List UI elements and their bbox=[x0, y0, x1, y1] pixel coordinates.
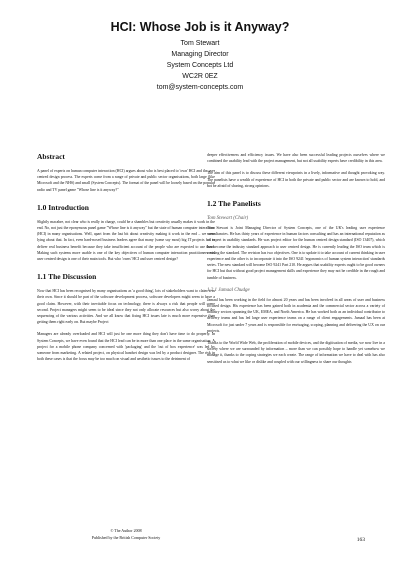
abstract-text: A panel of experts on human computer interaction (HCI) argues about who is best placed to 'own' HCI and the user centred design process. The experts come from a range of private and public sector organisations, both large (like Microsoft and the NHS) and small (System Concepts). The format of the panel will be loosely based on the popular radio and TV panel game "Whose line is it anyway?" bbox=[37, 169, 215, 192]
publisher-line: Published by the British Computer Society bbox=[91, 535, 161, 540]
author-email: tom@system-concepts.com bbox=[156, 84, 244, 91]
panelists-heading: 1.2 The Panelists bbox=[207, 199, 261, 209]
discussion-paragraph-2: Managers are already overloaded and HCI will just be one more thing they don't have time to do properly. In System Concepts, we have even found that the HCI lead can be in more than one place in the same organisation. A project for a mobile phone company concerned with 'packaging' and the 'out of box experience' was led by someone from marketing. A related project, on physical handset design was led by a product designer. The risk in both these cases is that the focus may be too much on visual and aesthetic issues to the detriment of bbox=[37, 332, 215, 362]
author-company: System Concepts Ltd bbox=[166, 62, 234, 69]
tom-stewart-bio: Tom Stewart is Joint Managing Director of System Concepts, one of the UK's leading user experience consultancies. He has thirty years of experience in human factors consulting and has an international reputation as an expert in usability standards. He was project editor for the human centred design standard (ISO 13407), which has become the industry standard approach to user centred design. He is currently leading the ISO team which is revising the standard. The revision has two objectives. One is to update it to take account of current thinking in user experience and the other is to incorporate it into the ISO 9241 'ergonomics of human system interaction' standards series. The new standard will become ISO 9241 Part 210. He argues that usability experts ought to be good owners for HCI but that without good project management skills and experience they may not be credible in the rough and tumble of business. bbox=[207, 226, 385, 280]
author-name: Tom Stewart bbox=[180, 40, 220, 47]
copyright-notice bbox=[37, 527, 215, 541]
abstract-heading: Abstract bbox=[37, 152, 65, 161]
copyright-line: © The Author 2008 bbox=[110, 528, 142, 533]
tom-stewart-subheading: Tom Stewart (Chair) bbox=[207, 216, 249, 222]
jamaal-chudge-bio: Jamaal has been working in the field for almost 20 years and has been involved in all areas of user and business focused design. His experience has been gained both in academia and the commercial sector across a variety of industry sectors spanning the UK, EMEA, and North America. He has worked both as an individual contributor to delivery teams and has led large user experience teams on a range of client engagements. Jamaal has been at Microsoft for just under 7 years and is responsible for envisaging, scoping, planning and delivering the UX on our projects. bbox=[207, 297, 385, 333]
introduction-text: Slightly macabre, not clear who is really in charge, could be a shambles but creativity usually makes it work in the end. No, not just the eponymous panel game "Whose line is it anyway" but the state of human computer interaction (HCI) in many organisations. Well, apart from the last bit about creativity making it work in the end – we were lying about that. In fact, even hard-nosed business leaders agree that many (some say most) big IT projects fail to deliver real business benefit because they take insufficient account of the people who are expected to use them. Making such systems more usable is one of the key objectives of human computer interaction practitioners and user centred design is one of their main tools. But who 'owns' HCI and user centred design? bbox=[37, 219, 215, 262]
right-column bbox=[207, 152, 385, 371]
discussion-continued-text: deeper effectiveness and efficiency issues. We have also been successful leading projects ourselves where we combined the usability lead with the project management, but not all usability experts have credibility in this area. bbox=[207, 153, 385, 164]
jamaal-chudge-subheading: 1.2.1 Jamaal Chudge bbox=[207, 287, 250, 293]
author-postcode: WC2R 0EZ bbox=[182, 73, 218, 80]
closing-text: Thanks to the World Wide Web, the proliferation of mobile devices, and the digitisation of media, we now live in a society where we are surrounded by information – more than we can possibly hope to handle yet somehow we manage it, thanks to the coping strategies we each create. The range of information we have to deal with has also sensitised us to what we like or dislike and coupled with our willingness to share our thoughts bbox=[207, 341, 385, 364]
panel-aim-text: The aim of this panel is to discuss these different viewpoints in a lively, informative and thought provoking way. The panelists have a wealth of experience of HCI in both the private and public sector and are known to hold, and not be afraid of sharing, strong opinions. bbox=[207, 171, 385, 188]
discussion-paragraph-1: Now that HCI has been recognised by many organisations as 'a good thing', lots of stakeholders want to claim it as their own. Since it should be part of the software development process, software developers might seem to have a good claim. However, with their inevitable focus on technology, there is always a risk that people will come second. Project managers might seem to be ideal since they not only allocate resources but also worry about the sequencing of the various activities. And we all know that fixing HCI issues late is much more expensive than getting them right early on. But maybe Project bbox=[37, 289, 215, 325]
author-role: Managing Director bbox=[171, 51, 229, 58]
discussion-heading: 1.1 The Discussion bbox=[37, 272, 97, 282]
introduction-heading: 1.0 Introduction bbox=[37, 202, 89, 212]
paper-title: HCI: Whose Job is it Anyway? bbox=[110, 20, 290, 34]
left-column bbox=[37, 152, 215, 368]
page-number: 163 bbox=[356, 537, 365, 543]
